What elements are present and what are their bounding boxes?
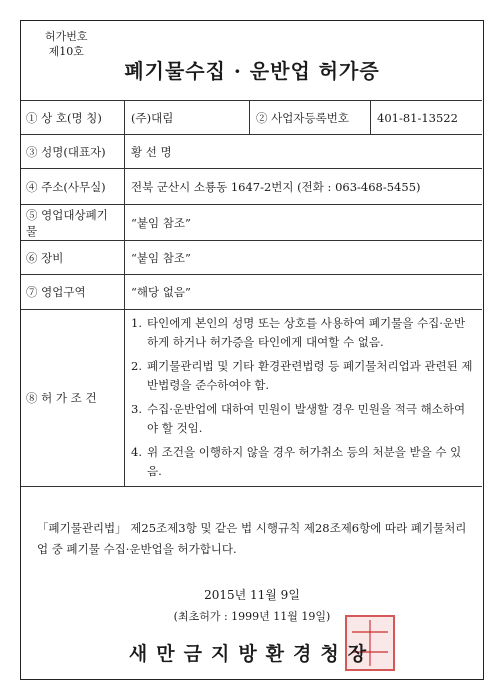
issue-date: 2015년 11월 9일 [204, 588, 300, 602]
permit-number-label: 허가번호 [45, 30, 88, 43]
target-waste-value: “붙임 참조” [125, 205, 483, 241]
condition-number: 4. [131, 445, 142, 459]
business-area-value: “해당 없음” [125, 275, 483, 310]
address-label: ④ 주소(사무실) [21, 169, 125, 205]
condition-number: 1. [131, 316, 142, 330]
business-reg-label: ② 사업자등록번호 [250, 101, 371, 135]
condition-text: 타인에게 본인의 성명 또는 상호를 사용하여 폐기물을 수집·운반하게 하거나 허가증을 타인에게 대여할 수 없음. [147, 316, 466, 349]
list-item [131, 357, 476, 395]
table-row [21, 241, 482, 275]
business-name-label: ① 상 호(명 칭) [21, 101, 125, 135]
target-waste-label: ⑤ 영업대상폐기물 [21, 205, 125, 241]
table-row [21, 310, 482, 487]
list-item [131, 400, 476, 438]
condition-text: 위 조건을 이행하지 않을 경우 허가취소 등의 처분을 받을 수 있음. [147, 445, 462, 478]
document-title: 폐기물수집 · 운반업 허가증 [124, 59, 380, 83]
list-item [131, 443, 476, 481]
legal-basis-text: 「폐기물관리법」 제25조제3항 및 같은 법 시행규칙 제28조제6항에 따라 폐기물처리업 중 폐기물 수집·운반업을 허가합니다. [37, 521, 467, 556]
permit-conditions-cell [125, 310, 483, 487]
business-area-label: ⑦ 영업구역 [21, 275, 125, 310]
permit-number-value: 제10호 [48, 45, 84, 58]
condition-number: 2. [131, 359, 142, 373]
table-row [21, 169, 482, 205]
representative-label: ③ 성명(대표자) [21, 135, 125, 169]
certificate-frame [20, 20, 484, 680]
business-reg-value: 401-81-13522 [371, 101, 483, 135]
address-value: 전북 군산시 소룡동 1647-2번지 (전화 : 063-468-5455) [125, 169, 483, 205]
conditions-list [131, 310, 476, 481]
condition-number: 3. [131, 402, 142, 416]
table-row [21, 135, 482, 169]
condition-text: 폐기물관리법 및 기타 환경관련법령 등 폐기물처리업과 관련된 제반법령을 준수하여야 함. [147, 359, 473, 392]
table-row [21, 275, 482, 310]
first-permit-date: (최초허가 : 1999년 11월 19일) [173, 610, 331, 623]
equipment-value: “붙임 참조” [125, 241, 483, 275]
table-row [21, 205, 482, 241]
representative-value: 황 선 명 [125, 135, 483, 169]
permit-conditions-label: ⑧ 허 가 조 건 [21, 310, 125, 487]
issuing-authority: 새만금지방환경청장 [128, 643, 376, 665]
equipment-label: ⑥ 장비 [21, 241, 125, 275]
list-item [131, 314, 476, 352]
permit-details-table [21, 100, 482, 487]
condition-text: 수집·운반업에 대하여 민원이 발생할 경우 민원을 적극 해소하여야 할 것임. [147, 402, 466, 435]
business-name-value: (주)대림 [125, 101, 250, 135]
table-row [21, 101, 482, 135]
